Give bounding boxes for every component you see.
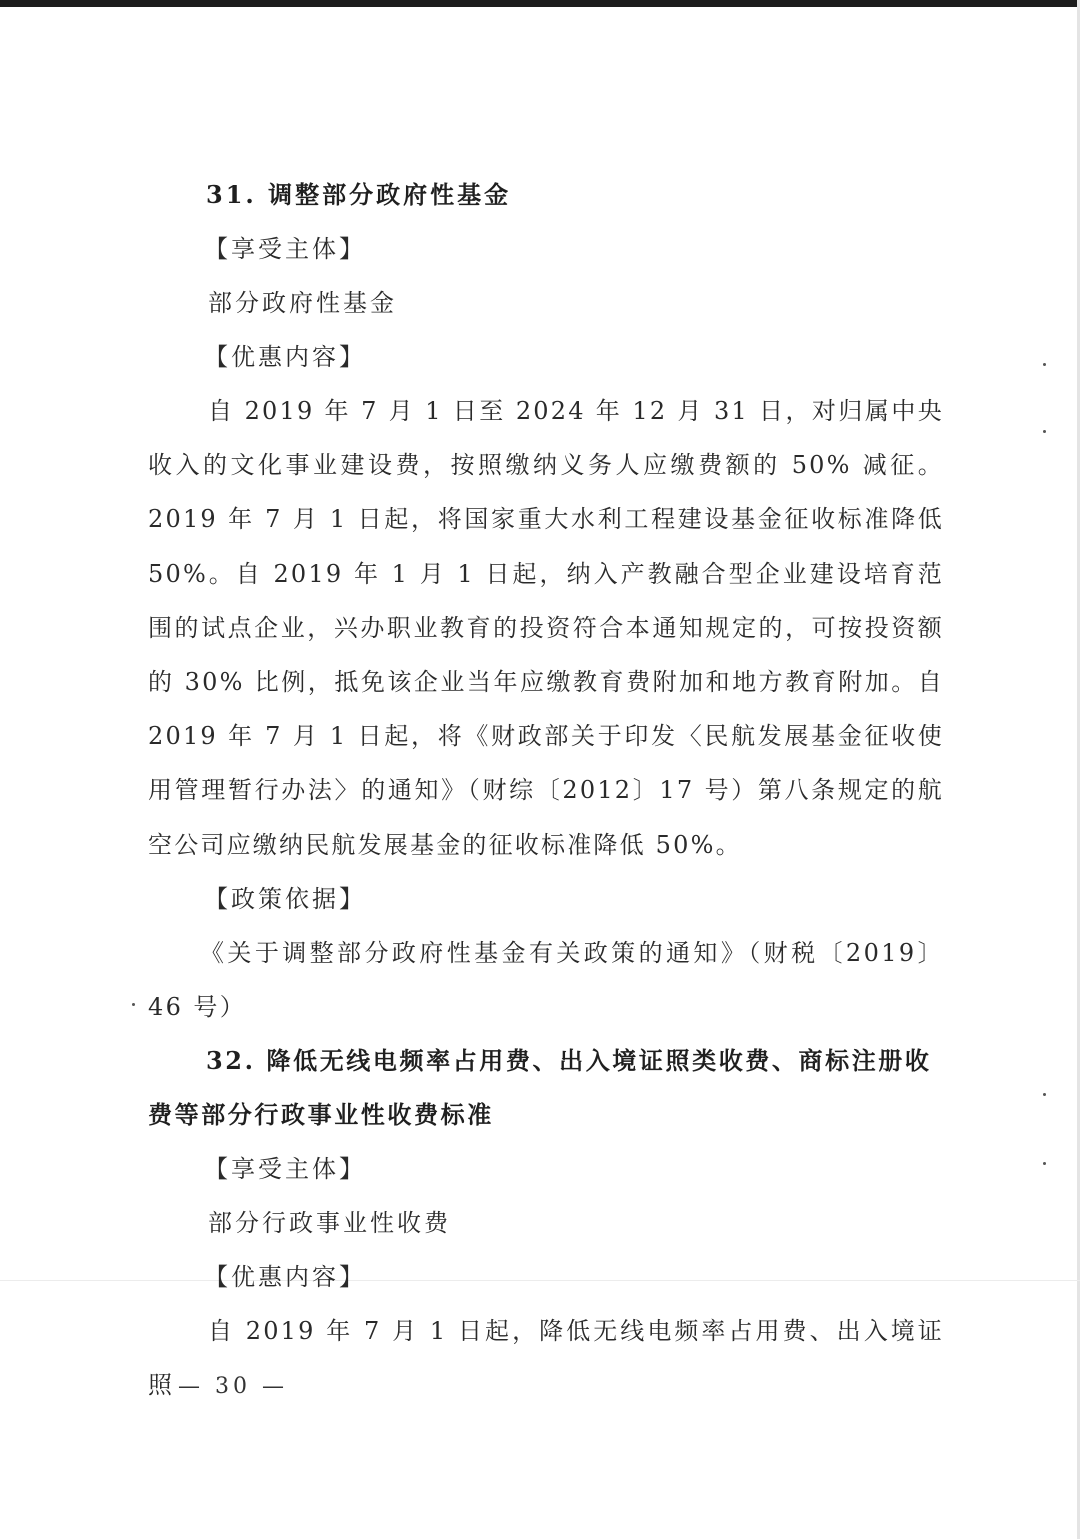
top-margin [148,0,944,168]
scan-speck [1043,430,1046,433]
section-32-content: 自 2019 年 7 月 1 日起，降低无线电频率占用费、出入境证照 [148,1316,944,1400]
section-31-content: 自 2019 年 7 月 1 日至 2024 年 12 月 31 日，对归属中央收入的文化事业建设费，按照缴纳义务人应缴费额的 50% 减征。2019 年 7 月 1 日起，将国家重大水利工程建设基金征收标准降低 50%。自 2019 年 1 月 1 日起，纳入产教融合型企业建设培育范围的试点企业，兴办职业教育的投资符合本通知规定的，可按投资额的 30% 比例，抵免该企业当年应缴教育费附加和地方教育附加。自 2019 年 7 月 1 日起，将《财政部关于印发〈民航发展基金征收使用管理暂行办法〉的通知》（财综〔2012〕17 号）第八条规定的航空公司应缴纳民航发展基金的征收标准降低 50%。 [148,397,944,859]
scan-speck [1043,1162,1046,1165]
section-32-subject: 部分行政事业性收费 [208,1208,451,1237]
document-page [148,0,944,1412]
scan-speck [132,1003,135,1006]
section-31-title: 31. 调整部分政府性基金 [206,180,512,209]
section-32-subject-label: 【享受主体】 [204,1154,366,1183]
section-32-title: 32. 降低无线电频率占用费、出入境证照类收费、商标注册收费等部分行政事业性收费标准 [148,1045,932,1129]
section-31-basis: 《关于调整部分政府性基金有关政策的通知》（财税〔2019〕46 号） [148,938,944,1021]
scan-speck [1043,363,1046,366]
page-number: — 30 — [178,1374,288,1399]
scan-speck [1043,1093,1046,1096]
section-32-content-label: 【优惠内容】 [204,1262,366,1291]
section-31-subject: 部分政府性基金 [208,289,397,317]
section-31-content-label: 【优惠内容】 [204,343,366,371]
section-31-basis-label: 【政策依据】 [204,884,366,913]
section-31-subject-label: 【享受主体】 [204,235,366,263]
